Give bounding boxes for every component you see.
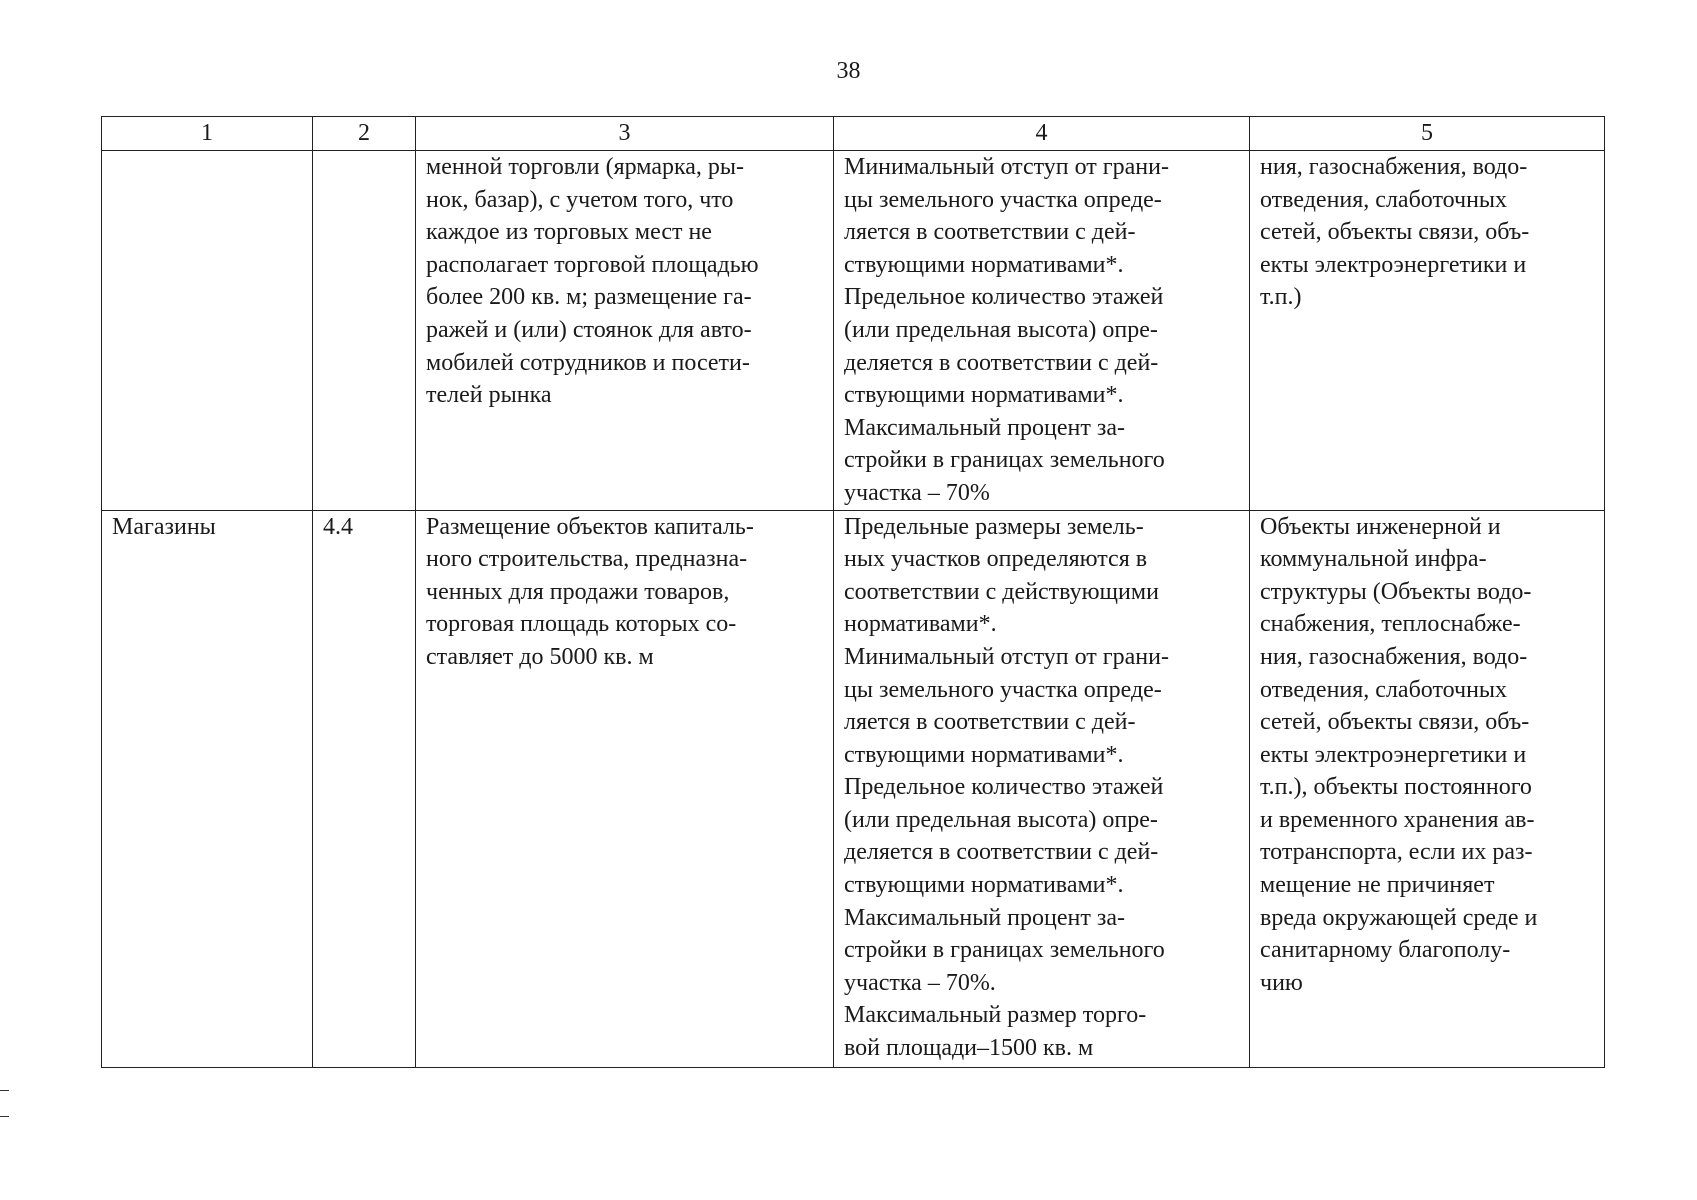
parameters-cell: Предельные размеры земель- ных участков определяются в соответствии с действующими нормативами*. Минимальный отступ от грани- цы земельного участка опреде- ляется в соответствии с дей- ствующими нормативами*. Предельное количество этажей (или предельная высота) опре- деляется в соответствии с дей- ствующими нормативами*. Максимальный процент за- стройки в границах земельного участка – 70%. Максимальный размер торго- вой площади–1500 кв. м xyxy=(834,510,1250,1067)
column-header-2: 2 xyxy=(313,117,416,151)
table-row xyxy=(102,510,1605,1067)
land-use-table xyxy=(101,116,1605,1068)
use-name-cell xyxy=(102,151,313,511)
use-code-cell xyxy=(313,151,416,511)
auxiliary-uses-cell: ния, газоснабжения, водо- отведения, слаботочных сетей, объекты связи, объ- екты электроэнергетики и т.п.) xyxy=(1250,151,1605,511)
column-header-1: 1 xyxy=(102,117,313,151)
parameters-cell: Минимальный отступ от грани- цы земельного участка опреде- ляется в соответствии с дей- ствующими нормативами*. Предельное количество этажей (или предельная высота) опре- деляется в соответствии с дей- ствующими нормативами*. Максимальный процент за- стройки в границах земельного участка – 70% xyxy=(834,151,1250,511)
page-number: 38 xyxy=(836,58,861,84)
use-name-cell: Магазины xyxy=(102,510,313,1067)
column-header-5: 5 xyxy=(1250,117,1605,151)
column-header-4: 4 xyxy=(834,117,1250,151)
use-code-cell: 4.4 xyxy=(313,510,416,1067)
margin-mark xyxy=(0,1116,9,1117)
use-description-cell: менной торговли (ярмарка, ры- нок, базар), с учетом того, что каждое из торговых мест не располагает торговой площадью более 200 кв. м; размещение га- ражей и (или) стоянок для авто- мобилей сотрудников и посети- телей рынка xyxy=(416,151,834,511)
margin-mark xyxy=(0,1090,9,1091)
column-header-3: 3 xyxy=(416,117,834,151)
table-header-row xyxy=(102,117,1605,151)
auxiliary-uses-cell: Объекты инженерной и коммунальной инфра- структуры (Объекты водо- снабжения, теплоснабже- ния, газоснабжения, водо- отведения, слаботочных сетей, объекты связи, объ- екты электроэнергетики и т.п.), объекты постоянного и временного хранения ав- тотранспорта, если их раз- мещение не причиняет вреда окружающей среде и санитарному благополу- чию xyxy=(1250,510,1605,1067)
table-row xyxy=(102,151,1605,511)
use-description-cell: Размещение объектов капиталь- ного строительства, предназна- ченных для продажи товаров, торговая площадь которых со- ставляет до 5000 кв. м xyxy=(416,510,834,1067)
